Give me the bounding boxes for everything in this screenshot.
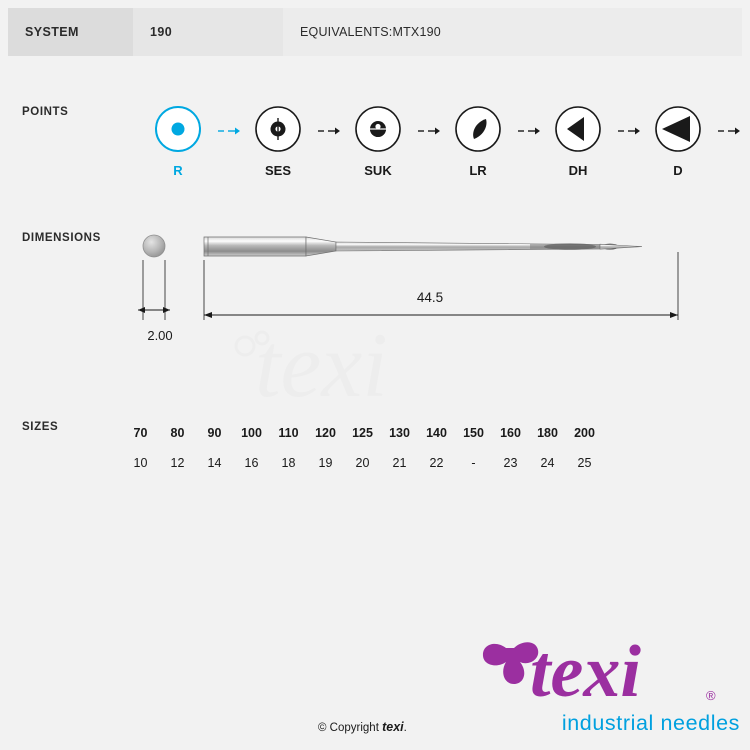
size-singer-cell: 18	[281, 456, 296, 470]
shank-cross-section	[143, 235, 165, 257]
size-metric-cell: 200	[574, 426, 595, 440]
size-metric-cell: 110	[278, 426, 299, 440]
point-label-d: D	[673, 163, 683, 178]
needle-shank	[204, 237, 306, 256]
sizes-row-metric	[122, 418, 603, 448]
size-metric-cell: 125	[352, 426, 373, 440]
copyright-dot: .	[403, 722, 407, 734]
size-singer-cell: 25	[577, 456, 592, 470]
point-icon-r	[136, 96, 220, 162]
point-icon-dh	[536, 96, 620, 162]
copyright-label: © Copyright	[318, 722, 379, 734]
size-metric-cell: 180	[537, 426, 558, 440]
size-metric-cell: 130	[389, 426, 410, 440]
size-metric-cell: 160	[500, 426, 521, 440]
needle-tip	[600, 244, 642, 249]
points-section-label: POINTS	[22, 106, 69, 118]
size-singer-cell: 22	[429, 456, 444, 470]
point-label-dh: DH	[568, 163, 588, 178]
point-item-d[interactable]	[636, 96, 720, 178]
point-item-suk[interactable]	[336, 96, 420, 178]
sizes-row-singer	[122, 448, 603, 478]
point-icon-suk	[336, 96, 420, 162]
size-singer-cell: 20	[355, 456, 370, 470]
total-length-value: 44.5	[416, 290, 444, 305]
point-label-r: R	[173, 163, 183, 178]
point-item-dh[interactable]	[536, 96, 620, 178]
point-label-suk: SUK	[364, 163, 392, 178]
size-singer-cell: 24	[540, 456, 555, 470]
system-label: SYSTEM	[8, 8, 133, 56]
point-icon-d	[636, 96, 720, 162]
sizes-table	[122, 418, 622, 478]
svg-text:®: ®	[706, 688, 716, 703]
size-singer-cell: 12	[170, 456, 185, 470]
size-metric-cell: 150	[463, 426, 484, 440]
points-row	[130, 96, 730, 196]
arrow-icon-6	[718, 123, 740, 133]
copyright-text	[318, 720, 407, 734]
point-label-lr: LR	[469, 163, 487, 178]
size-singer-cell: 10	[133, 456, 148, 470]
system-value: 190	[133, 8, 283, 56]
size-singer-cell: 23	[503, 456, 518, 470]
needle-drawing	[130, 220, 730, 350]
size-singer-cell: 21	[392, 456, 407, 470]
point-label-ses: SES	[264, 163, 291, 178]
dimensions-diagram	[130, 220, 730, 350]
size-singer-cell: 14	[207, 456, 222, 470]
needle-taper	[306, 237, 336, 256]
point-item-r[interactable]	[136, 96, 220, 178]
equivalents-value: EQUIVALENTS:MTX190	[283, 8, 742, 56]
size-metric-cell: 120	[315, 426, 336, 440]
size-singer-cell: 19	[318, 456, 333, 470]
point-item-ses[interactable]	[236, 96, 320, 178]
system-header	[8, 8, 742, 56]
sizes-section-label: SIZES	[22, 421, 59, 433]
size-singer-cell: -	[471, 456, 476, 470]
size-metric-cell: 100	[241, 426, 262, 440]
size-metric-cell: 140	[426, 426, 447, 440]
copyright-brand: texi	[382, 720, 404, 734]
brand-tagline: industrial needles	[561, 711, 740, 735]
size-metric-cell: 70	[133, 426, 148, 440]
size-metric-cell: 90	[207, 426, 222, 440]
shank-diameter-value: 2.00	[147, 328, 173, 343]
point-icon-ses	[236, 96, 320, 162]
point-icon-lr	[436, 96, 520, 162]
dimensions-section-label: DIMENSIONS	[22, 232, 101, 244]
svg-text:texi: texi	[530, 631, 641, 713]
size-metric-cell: 80	[170, 426, 185, 440]
size-singer-cell: 16	[244, 456, 259, 470]
svg-text:texi: texi	[255, 318, 388, 413]
point-item-lr[interactable]	[436, 96, 520, 178]
